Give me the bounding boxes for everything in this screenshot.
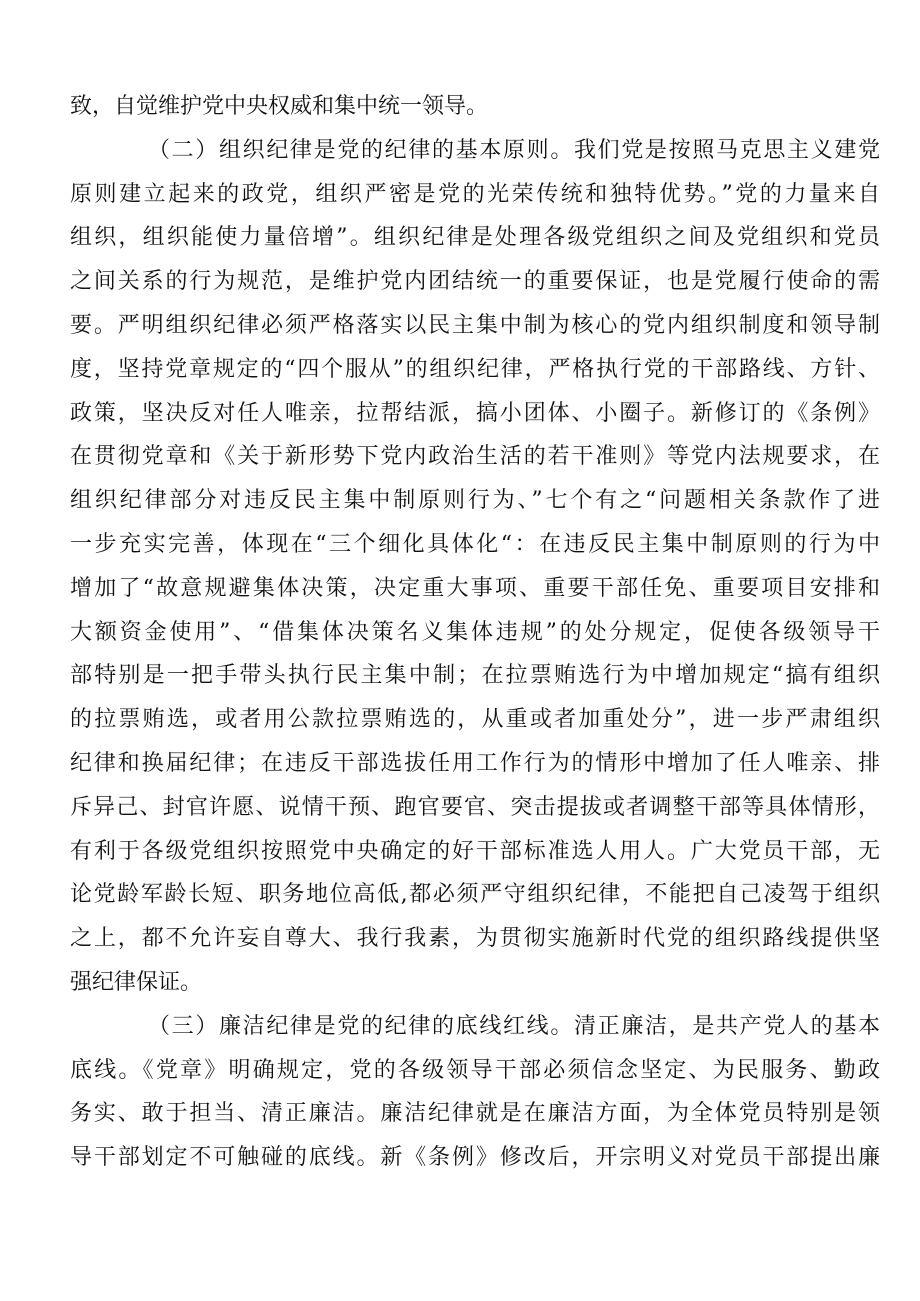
text-line: 论党龄军龄长短、职务地位高低,都必须严守组织纪律，不能把自己凌驾于组织 xyxy=(70,882,880,908)
text-line: 之上，都不允许妄自尊大、我行我素，为贯彻实施新时代党的组织路线提供坚 xyxy=(70,926,880,952)
text-line: 斥异己、封官许愿、说情干预、跑官要官、突击提拔或者调整干部等具体情形， xyxy=(70,794,880,820)
text-line: （二）组织纪律是党的纪律的基本原则。我们党是按照马克思主义建党 xyxy=(148,137,880,163)
text-line: 一步充实完善，体现在“三个细化具体化“：在违反民主集中制原则的行为中 xyxy=(70,531,880,557)
text-line: 要。严明组织纪律必须严格落实以民主集中制为核心的党内组织制度和领导制 xyxy=(70,312,880,338)
paragraph-section-2 xyxy=(70,129,880,1005)
text-line: 增加了“故意规避集体决策，决定重大事项、重要干部任免、重要项目安排和 xyxy=(70,575,880,601)
text-line: （三）廉洁纪律是党的纪律的底线红线。清正廉洁，是共产党人的基本 xyxy=(148,1013,880,1039)
text-line: 在贯彻党章和《关于新形势下党内政治生活的若干准则》等党内法规要求，在 xyxy=(70,444,880,470)
text-line: 部特别是一把手带头执行民主集中制；在拉票贿选行为中增加规定“搞有组织 xyxy=(70,663,880,689)
text-line: 致，自觉维护党中央权威和集中统一领导。 xyxy=(70,94,489,119)
text-line: 之间关系的行为规范，是维护党内团结统一的重要保证，也是党履行使命的需 xyxy=(70,269,880,295)
text-line: 强纪律保证。 xyxy=(70,969,203,995)
paragraph-continuation xyxy=(70,85,880,129)
text-line: 政策，坚决反对任人唯亲，拉帮结派，搞小团体、小圈子。新修订的《条例》 xyxy=(70,400,880,426)
text-line: 组织，组织能使力量倍增”。组织纪律是处理各级党组织之间及党组织和党员 xyxy=(70,225,880,251)
text-line: 导干部划定不可触碰的底线。新《条例》修改后，开宗明义对党员干部提出廉 xyxy=(70,1145,880,1171)
text-line: 的拉票贿选，或者用公款拉票贿选的，从重或者加重处分”，进一步严肃组织 xyxy=(70,707,880,733)
text-line: 组织纪律部分对违反民主集中制原则行为、”七个有之“问题相关条款作了进 xyxy=(70,488,880,514)
text-line: 纪律和换届纪律；在违反干部选拔任用工作行为的情形中增加了任人唯亲、排 xyxy=(70,750,880,776)
text-line: 原则建立起来的政党，组织严密是党的光荣传统和独特优势。”党的力量来自 xyxy=(70,181,880,207)
document-body xyxy=(70,85,880,1180)
paragraph-section-3 xyxy=(70,1005,880,1180)
text-line: 底线。《党章》明确规定，党的各级领导干部必须信念坚定、为民服务、勤政 xyxy=(70,1057,880,1083)
text-line: 大额资金使用”、“借集体决策名义集体违规”的处分规定，促使各级领导干 xyxy=(70,619,880,645)
text-line: 务实、敢于担当、清正廉洁。廉洁纪律就是在廉洁方面，为全体党员特别是领 xyxy=(70,1101,880,1127)
text-line: 度，坚持党章规定的“四个服从”的组织纪律，严格执行党的干部路线、方针、 xyxy=(70,356,880,382)
text-line: 有利于各级党组织按照党中央确定的好干部标准选人用人。广大党员干部，无 xyxy=(70,838,880,864)
